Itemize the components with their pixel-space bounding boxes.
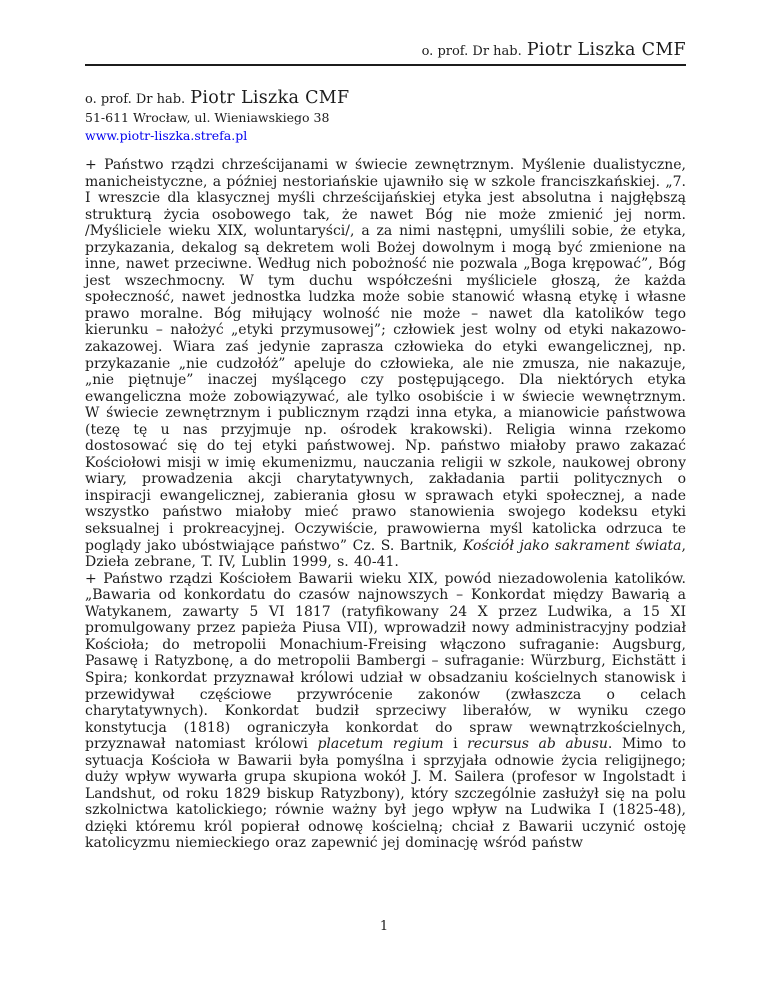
- paragraph-2: + Państwo rządzi Kościołem Bawarii wieku XIX, powód niezadowolenia katolików. „Bawaria od konkordatu do czasów najnowszych – Konkordat między Bawarią a Watykanem, zawarty 5 VI 1817 (ratyfikowany 24 X przez Ludwika, a 15 XI promulgowany przez papieża Piusa VII), wprowadził nowy administracyjny podział Kościoła; do metropolii Monachium-Freising włączono sufraganie: Augsburg, Pasawę i Ratyzbonę, a do metropolii Bambergi – sufraganie: Würzburg, Eichstätt i Spira; konkordat przyznawał królowi udział w obsadzaniu kościelnych stanowisk i przewidywał częściowe przywrócenie zakonów (zwłaszcza o celach charytatywnych). Konkordat budził sprzeciwy liberałów, w wyniku czego konstytucja (1818) ograniczyła konkordat do spraw wewnątrzkościelnych, przyznawał natomiast królowi placetum regium i recursus ab abusu. Mimo to sytuacja Kościoła w Bawarii była pomyślna i sprzyjała odnowie życia religijnego; duży wpływ wywarła grupa skupiona wokół J. M. Sailera (profesor w Ingolstadt i Landshut, od roku 1829 biskup Ratyzbony), który szczególnie zasłużył się na polu szkolnictwa katolickiego; równie ważny był jego wpływ na Ludwika I (1825-48), dzięki któremu król popierał odnowę kościelną; chciał z Bawarii uczynić ostoję katolicyzmu niemieckiego oraz zapewnić jej dominację wśród państw: [85, 570, 686, 852]
- author-name-line: [85, 88, 686, 110]
- text-column: [85, 0, 686, 852]
- running-header: [85, 0, 686, 66]
- document-body: [85, 157, 686, 852]
- paragraph-1: + Państwo rządzi chrześcijanami w świecie zewnętrznym. Myślenie dualistyczne, manicheistyczne, a później nestoriańskie ujawniło się w szkole franciszkańskiej. „7. I wreszcie dla klasycznej myśli chrześcijańskiej etyka jest absolutna i najgłębszą strukturą życia osobowego tak, że nawet Bóg nie może zmienić jej norm. /Myśliciele wieku XIX, woluntaryści/, a za nimi następni, umyślili sobie, że etyka, przykazania, dekalog są dekretem woli Bożej dowolnym i mogą być zmienione na inne, nawet przeciwne. Według nich pobożność nie pozwala „Boga krępować”, Bóg jest wszechmocny. W tym duchu współcześni myśliciele głoszą, że każda społeczność, nawet jednostka ludzka może sobie stanowić własną etykę i własne prawo moralne. Bóg miłujący wolność nie może – nawet dla katolików tego kierunku – nałożyć „etyki przymusowej”; człowiek jest wolny od etyki nakazowo-zakazowej. Wiara zaś jedynie zaprasza człowieka do etyki ewangelicznej, np. przykazanie „nie cudzołóż” apeluje do człowieka, ale nie zmusza, nie nakazuje, „nie piętnuje” inaczej myślącego czy postępującego. Dla niektórych etyka ewangeliczna może zobowiązywać, ale tylko osobiście i w świecie wewnętrznym. W świecie zewnętrznym i publicznym rządzi inna etyka, a mianowicie państwowa (tezę tę u nas przyjmuje np. ośrodek krakowski). Religia winna rzekomo dostosować się do tej etyki państwowej. Np. państwo miałoby prawo zakazać Kościołowi misji w imię ekumenizmu, nauczania religii w szkole, naukowej obrony wiary, prowadzenia akcji charytatywnych, zakładania partii politycznych o inspiracji ewangelicznej, zabierania głosu w sprawach etyki społecznej, a nade wszystko państwo miałoby mieć prawo stanowienia swojego kodeksu etyki seksualnej i prokreacyjnej. Oczywiście, prawowierna myśl katolicka odrzuca te poglądy jako ubóstwiające państwo” Cz. S. Bartnik, Kościół jako sakrament świata, Dzieła zebrane, T. IV, Lublin 1999, s. 40-41.: [85, 157, 686, 571]
- running-header-prefix: o. prof. Dr hab.: [421, 44, 522, 59]
- author-website-link[interactable]: www.piotr-liszka.strefa.pl: [85, 128, 248, 143]
- page-number: 1: [379, 919, 389, 934]
- author-title-prefix: o. prof. Dr hab.: [85, 92, 186, 107]
- author-name: Piotr Liszka CMF: [190, 88, 350, 108]
- running-header-author-name: Piotr Liszka CMF: [526, 40, 686, 60]
- page-footer: [0, 919, 768, 934]
- author-address: 51-611 Wrocław, ul. Wieniawskiego 38: [85, 110, 330, 125]
- author-block: [85, 88, 686, 144]
